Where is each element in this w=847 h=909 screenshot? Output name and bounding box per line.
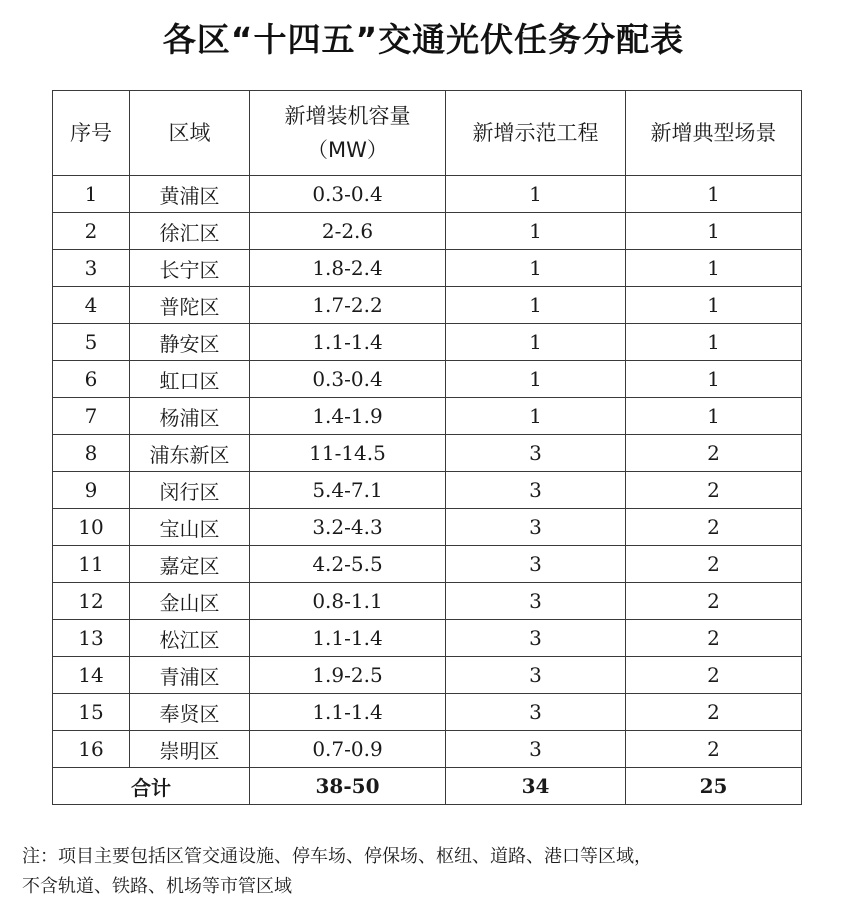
cell-district: 奉贤区 xyxy=(130,694,250,731)
cell-district: 嘉定区 xyxy=(130,546,250,583)
total-label: 合计 xyxy=(53,768,250,805)
cell-typical-scenes: 1 xyxy=(626,398,802,435)
cell-capacity: 3.2-4.3 xyxy=(250,509,446,546)
header-demo-projects: 新增示范工程 xyxy=(446,91,626,176)
cell-index: 8 xyxy=(53,435,130,472)
cell-index: 3 xyxy=(53,250,130,287)
cell-demo-projects: 3 xyxy=(446,509,626,546)
footnote xyxy=(22,842,834,902)
table-row xyxy=(53,250,802,287)
table-body xyxy=(53,176,802,768)
cell-capacity: 1.4-1.9 xyxy=(250,398,446,435)
cell-district: 杨浦区 xyxy=(130,398,250,435)
cell-typical-scenes: 2 xyxy=(626,583,802,620)
header-district: 区域 xyxy=(130,91,250,176)
cell-district: 静安区 xyxy=(130,324,250,361)
cell-district: 青浦区 xyxy=(130,657,250,694)
cell-typical-scenes: 1 xyxy=(626,250,802,287)
cell-capacity: 1.1-1.4 xyxy=(250,620,446,657)
table-row xyxy=(53,176,802,213)
cell-typical-scenes: 2 xyxy=(626,657,802,694)
cell-district: 普陀区 xyxy=(130,287,250,324)
cell-district: 长宁区 xyxy=(130,250,250,287)
cell-index: 13 xyxy=(53,620,130,657)
cell-demo-projects: 3 xyxy=(446,694,626,731)
cell-capacity: 0.7-0.9 xyxy=(250,731,446,768)
header-index: 序号 xyxy=(53,91,130,176)
table-row xyxy=(53,287,802,324)
table-row xyxy=(53,435,802,472)
table-row xyxy=(53,546,802,583)
cell-capacity: 1.1-1.4 xyxy=(250,324,446,361)
table-row xyxy=(53,509,802,546)
cell-capacity: 4.2-5.5 xyxy=(250,546,446,583)
header-capacity-line1: 新增装机容量 xyxy=(284,104,411,128)
cell-demo-projects: 3 xyxy=(446,435,626,472)
cell-index: 12 xyxy=(53,583,130,620)
cell-capacity: 1.7-2.2 xyxy=(250,287,446,324)
cell-demo-projects: 3 xyxy=(446,583,626,620)
cell-district: 黄浦区 xyxy=(130,176,250,213)
cell-district: 金山区 xyxy=(130,583,250,620)
cell-demo-projects: 1 xyxy=(446,398,626,435)
table-row xyxy=(53,620,802,657)
cell-typical-scenes: 2 xyxy=(626,731,802,768)
total-capacity: 38-50 xyxy=(250,768,446,805)
cell-capacity: 11-14.5 xyxy=(250,435,446,472)
cell-demo-projects: 3 xyxy=(446,657,626,694)
total-scene: 25 xyxy=(626,768,802,805)
table-row xyxy=(53,583,802,620)
cell-district: 浦东新区 xyxy=(130,435,250,472)
table-row xyxy=(53,361,802,398)
cell-capacity: 0.8-1.1 xyxy=(250,583,446,620)
footnote-line-2: 不含轨道、铁路、机场等市管区域 xyxy=(22,876,292,897)
cell-demo-projects: 1 xyxy=(446,250,626,287)
cell-district: 虹口区 xyxy=(130,361,250,398)
cell-district: 闵行区 xyxy=(130,472,250,509)
table-row xyxy=(53,213,802,250)
header-capacity xyxy=(250,91,446,176)
table-row xyxy=(53,324,802,361)
cell-index: 2 xyxy=(53,213,130,250)
cell-index: 4 xyxy=(53,287,130,324)
allocation-table xyxy=(52,90,802,805)
cell-index: 16 xyxy=(53,731,130,768)
cell-district: 徐汇区 xyxy=(130,213,250,250)
cell-typical-scenes: 1 xyxy=(626,176,802,213)
cell-capacity: 5.4-7.1 xyxy=(250,472,446,509)
cell-demo-projects: 1 xyxy=(446,324,626,361)
cell-typical-scenes: 2 xyxy=(626,620,802,657)
cell-demo-projects: 1 xyxy=(446,176,626,213)
cell-index: 9 xyxy=(53,472,130,509)
cell-demo-projects: 1 xyxy=(446,287,626,324)
cell-typical-scenes: 1 xyxy=(626,213,802,250)
cell-index: 15 xyxy=(53,694,130,731)
cell-typical-scenes: 1 xyxy=(626,361,802,398)
cell-capacity: 0.3-0.4 xyxy=(250,176,446,213)
cell-demo-projects: 3 xyxy=(446,546,626,583)
header-typical-scenes: 新增典型场景 xyxy=(626,91,802,176)
cell-demo-projects: 3 xyxy=(446,620,626,657)
cell-index: 6 xyxy=(53,361,130,398)
total-demo: 34 xyxy=(446,768,626,805)
table-row xyxy=(53,731,802,768)
page-title: 各区“十四五”交通光伏任务分配表 xyxy=(162,20,685,59)
cell-capacity: 1.8-2.4 xyxy=(250,250,446,287)
cell-capacity: 0.3-0.4 xyxy=(250,361,446,398)
cell-index: 10 xyxy=(53,509,130,546)
cell-index: 11 xyxy=(53,546,130,583)
cell-district: 宝山区 xyxy=(130,509,250,546)
table-row xyxy=(53,657,802,694)
cell-typical-scenes: 2 xyxy=(626,435,802,472)
cell-typical-scenes: 2 xyxy=(626,694,802,731)
cell-capacity: 1.1-1.4 xyxy=(250,694,446,731)
cell-typical-scenes: 1 xyxy=(626,324,802,361)
cell-demo-projects: 3 xyxy=(446,472,626,509)
table-row xyxy=(53,398,802,435)
total-row xyxy=(53,768,802,805)
cell-index: 5 xyxy=(53,324,130,361)
cell-demo-projects: 3 xyxy=(446,731,626,768)
table-row xyxy=(53,694,802,731)
table-row xyxy=(53,472,802,509)
cell-typical-scenes: 2 xyxy=(626,472,802,509)
cell-index: 7 xyxy=(53,398,130,435)
cell-index: 14 xyxy=(53,657,130,694)
cell-demo-projects: 1 xyxy=(446,213,626,250)
cell-typical-scenes: 2 xyxy=(626,509,802,546)
cell-district: 崇明区 xyxy=(130,731,250,768)
cell-typical-scenes: 2 xyxy=(626,546,802,583)
footnote-line-1: 注：项目主要包括区管交通设施、停车场、停保场、枢纽、道路、港口等区域， xyxy=(22,846,652,867)
cell-district: 松江区 xyxy=(130,620,250,657)
cell-demo-projects: 1 xyxy=(446,361,626,398)
table-header-row xyxy=(53,91,802,176)
cell-typical-scenes: 1 xyxy=(626,287,802,324)
cell-capacity: 2-2.6 xyxy=(250,213,446,250)
cell-capacity: 1.9-2.5 xyxy=(250,657,446,694)
cell-index: 1 xyxy=(53,176,130,213)
header-capacity-line2: （MW） xyxy=(307,138,388,162)
